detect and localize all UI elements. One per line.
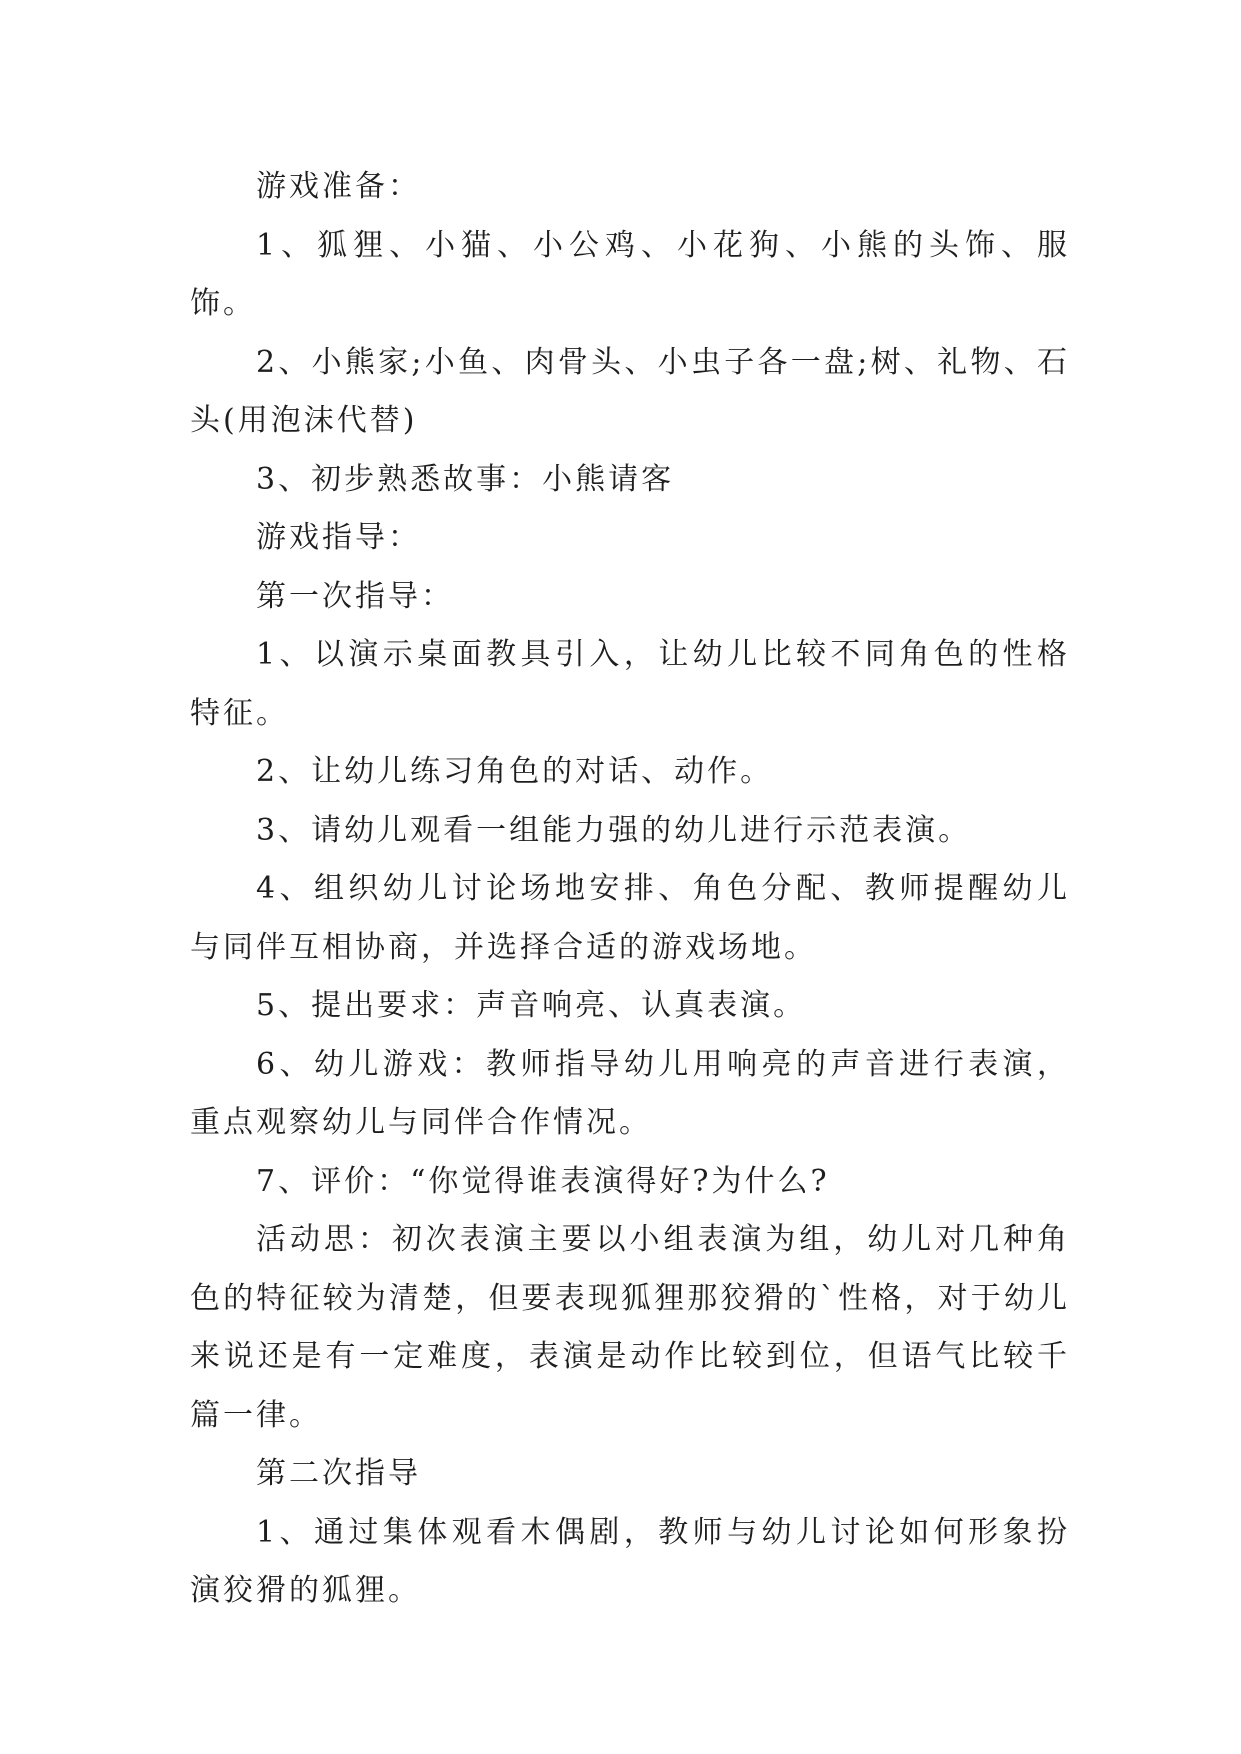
paragraph-game-guidance-heading: 游戏指导： (256, 520, 421, 555)
paragraph-prep-item-1: 1、狐狸、小猫、小公鸡、小花狗、小熊的头饰、服饰。 (190, 227, 1070, 321)
paragraph-second-guidance-item-1: 1、通过集体观看木偶剧，教师与幼儿讨论如何形象扮演狡猾的狐狸。 (190, 1514, 1070, 1608)
paragraph-first-guidance-item-2: 2、让幼儿练习角色的对话、动作。 (256, 754, 774, 789)
paragraph-first-guidance-item-6: 6、幼儿游戏：教师指导幼儿用响亮的声音进行表演，重点观察幼儿与同伴合作情况。 (190, 1046, 1070, 1140)
paragraph-first-guidance-heading: 第一次指导： (256, 578, 454, 614)
paragraph-first-guidance-item-1: 1、以演示桌面教具引入，让幼儿比较不同角色的性格特征。 (190, 637, 1070, 731)
paragraph-first-guidance-item-4: 4、组织幼儿讨论场地安排、角色分配、教师提醒幼儿与同伴互相协商，并选择合适的游戏场地。 (190, 871, 1070, 965)
paragraph-prep-item-3: 3、初步熟悉故事：小熊请客 (256, 461, 675, 497)
paragraph-first-guidance-item-3: 3、请幼儿观看一组能力强的幼儿进行示范表演。 (256, 812, 972, 848)
paragraph-second-guidance-heading: 第二次指导 (256, 1456, 421, 1491)
paragraph-first-guidance-item-5: 5、提出要求：声音响亮、认真表演。 (256, 988, 807, 1023)
paragraph-first-guidance-item-7: 7、评价：“你觉得谁表演得好?为什么? (256, 1163, 830, 1199)
paragraph-activity-reflection: 活动思：初次表演主要以小组表演为组，幼儿对几种角色的特征较为清楚，但要表现狐狸那狡猾的`性格，对于幼儿来说还是有一定难度，表演是动作比较到位，但语气比较千篇一律。 (190, 1222, 1070, 1433)
paragraph-prep-item-2: 2、小熊家;小鱼、肉骨头、小虫子各一盘;树、礼物、石头(用泡沫代替) (190, 344, 1070, 438)
document-body (190, 158, 1070, 1621)
paragraph-game-preparation-heading: 游戏准备： (256, 169, 421, 204)
